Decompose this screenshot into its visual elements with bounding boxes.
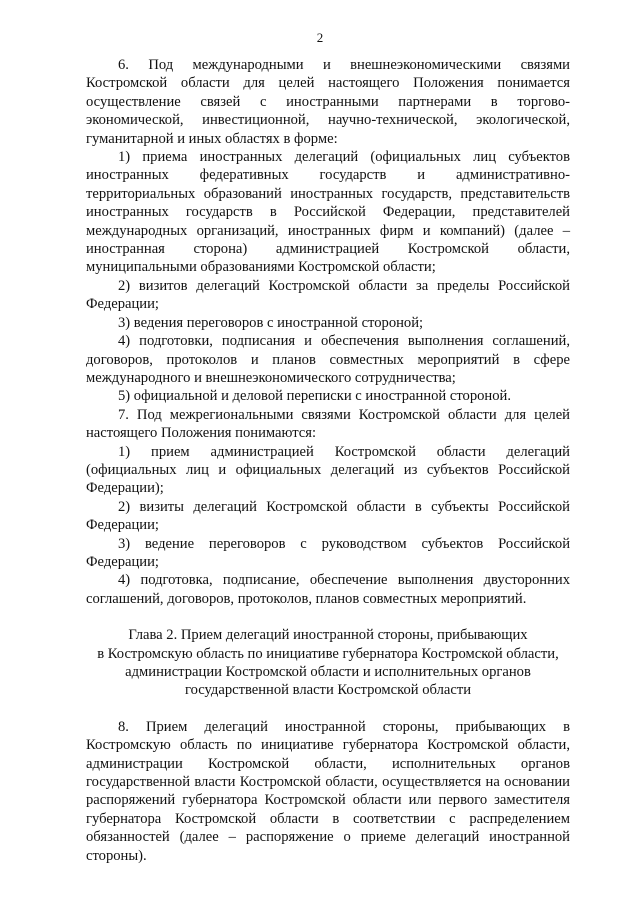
paragraph-8: 8. Прием делегаций иностранной стороны, прибывающих в Костромскую область по инициативе губернатора Костромской области, администрации Костромской области, исполнительных органов государственной власти Костромской области, осуществляется на основании распоряжений губернатора Костромской области или первого заместителя губернатора Костромской области в соответствии с распределением обязанностей (далее – распоряжение о приеме делегаций иностранной стороны). [86,718,570,864]
chapter-heading-line: государственной власти Костромской области [184,682,472,699]
paragraph-7-item-1: 1) прием администрацией Костромской области делегаций (официальных лиц и официальных делегаций из субъектов Российской Федерации); [86,443,570,497]
paragraph-7-item-3: 3) ведение переговоров с руководством субъектов Российской Федерации; [86,535,570,570]
chapter-heading [86,626,570,700]
paragraph-7-item-4: 4) подготовка, подписание, обеспечение выполнения двусторонних соглашений, договоров, протоколов, планов совместных мероприятий. [86,572,570,607]
chapter-heading-line: в Костромскую область по инициативе губернатора Костромской области, [97,645,559,662]
paragraph-6: 6. Под международными и внешнеэкономическими связями Костромской области для целей настоящего Положения понимается осуществление связей с иностранными партнерами в торгово-экономической, инвестиционной, научно-технической, экологической, гуманитарной и иных областях в форме: [86,57,570,147]
chapter-heading-line: Глава 2. Прием делегаций иностранной стороны, прибывающих [128,627,528,644]
paragraph-6-item-4: 4) подготовки, подписания и обеспечения выполнения соглашений, договоров, протоколов и планов совместных мероприятий в сфере международного и внешнеэкономического сотрудничества; [86,333,570,386]
paragraph-6-item-1: 1) приема иностранных делегаций (официальных лиц субъектов иностранных федеративных государств и административно-территориальных образований иностранных государств, представительств иностранных государств в Российской Федерации, представителей международных организаций, иностранных фирм и компаний) (далее – иностранная сторона) администрацией Костромской области, муниципальными образованиями Костромской области; [86,149,570,276]
chapter-heading-line: администрации Костромской области и исполнительных органов [125,664,531,680]
page-number: 2 [316,30,324,45]
paragraph-7: 7. Под межрегиональными связями Костромской области для целей настоящего Положения понимаются: [86,406,570,442]
paragraph-7-item-2: 2) визиты делегаций Костромской области в субъекты Российской Федерации; [86,498,570,534]
paragraph-6-item-3: 3) ведения переговоров с иностранной стороной; [118,314,424,331]
document-body [86,56,570,865]
paragraph-6-item-5: 5) официальной и деловой переписки с иностранной стороной. [118,388,511,405]
paragraph-6-item-2: 2) визитов делегаций Костромской области за пределы Российской Федерации; [86,277,570,313]
